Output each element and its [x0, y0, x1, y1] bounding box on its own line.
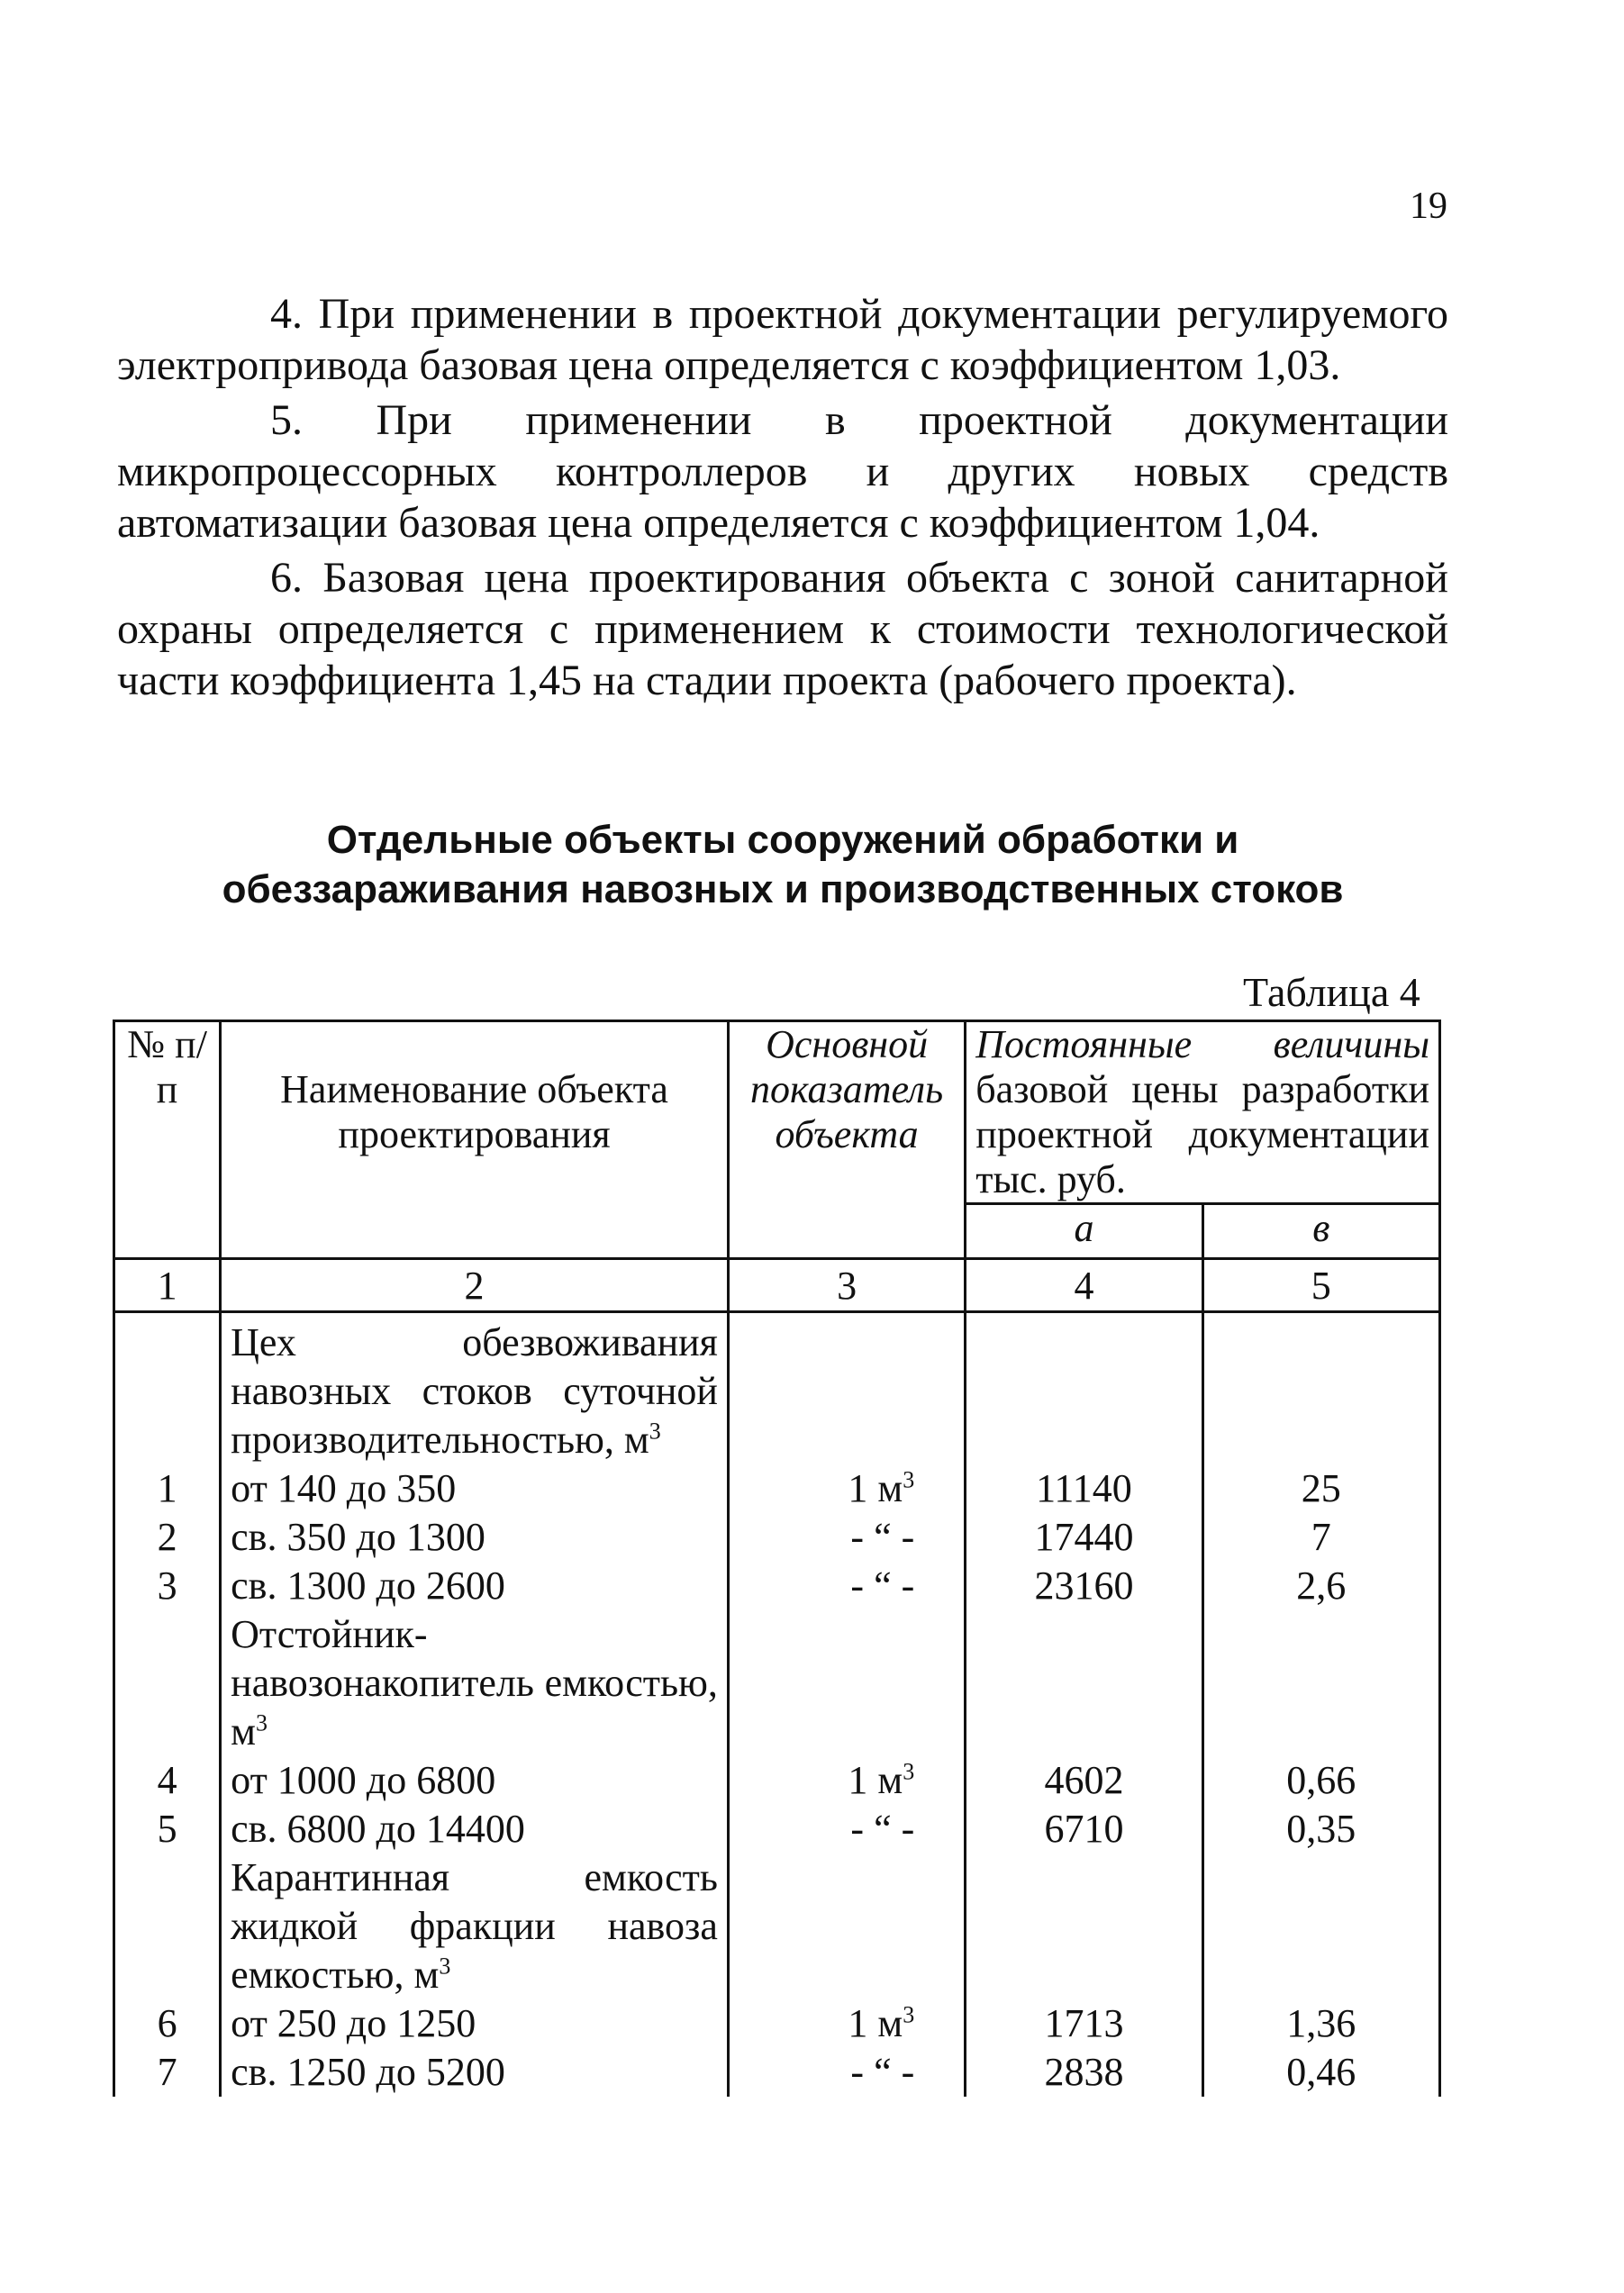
header-sub-a: а [966, 1204, 1202, 1259]
paragraph-4: 4. При применении в проектной документации регулируемого электропривода базовая цена определяется с коэффициентом 1,03. [117, 290, 1448, 389]
table-caption: Таблица 4 [1243, 969, 1420, 1015]
paragraph-5: 5. При применении в проектной документации микропроцессорных контроллеров и других новых средств автоматизации базовая цена определяется с коэффициентом 1,04. [117, 396, 1448, 547]
section-heading-line-2: обеззараживания навозных и производственных стоков [222, 867, 1344, 911]
column-number: 5 [1202, 1259, 1439, 1312]
group-title-row [114, 1853, 1440, 1999]
table-row: 2 св. 350 до 1300 - “ - 17440 7 [114, 1513, 1440, 1562]
table-row: 3 св. 1300 до 2600 - “ - 23160 2,6 [114, 1562, 1440, 1610]
cost-table [113, 1020, 1441, 2097]
paragraph-6: 6. Базовая цена проектирования объекта с зоной санитарной охраны определяется с применением к стоимости технологической части коэффициента 1,45 на стадии проекта (рабочего проекта). [117, 554, 1448, 704]
body-text [117, 288, 1448, 710]
group-title-row [114, 1312, 1440, 1465]
table-row: 7 св. 1250 до 5200 - “ - 2838 0,46 [114, 2048, 1440, 2097]
group-title: Цех обезвоживания навозных стоков суточной производительностью, $м^3$ [221, 1312, 729, 1465]
group-title: Карантинная емкость жидкой фракции навоза емкостью, $м^3$ [221, 1853, 729, 1999]
header-group-italic: Постоянные величины [975, 1022, 1429, 1066]
column-number: 1 [114, 1259, 221, 1312]
group-title-row [114, 1610, 1440, 1756]
table-row: 6 от 250 до 1250 1 $м^3$ 1713 1,36 [114, 1999, 1440, 2048]
column-number-row [114, 1259, 1440, 1312]
header-group-rest: базовой цены разработки проектной документации тыс. руб. [975, 1067, 1429, 1201]
column-number: 3 [728, 1259, 965, 1312]
column-number: 4 [966, 1259, 1202, 1312]
header-constant-values [966, 1021, 1440, 1204]
table-row: 1 от 140 до 350 1 $м^3$ 11140 25 [114, 1464, 1440, 1513]
page-number: 19 [1410, 186, 1447, 227]
group-title: Отстойник-навозонакопитель емкостью, $м^3$ [221, 1610, 729, 1756]
section-heading [117, 815, 1448, 914]
table-row: 4 от 1000 до 6800 1 $м^3$ 4602 0,66 [114, 1756, 1440, 1805]
section-heading-line-1: Отдельные объекты сооружений обработки и [326, 818, 1239, 862]
header-name: Наименование объекта проектирования [221, 1021, 729, 1259]
column-number: 2 [221, 1259, 729, 1312]
header-num: № п/п [114, 1021, 221, 1259]
header-indicator: Основной показатель объекта [728, 1021, 965, 1259]
header-sub-b: в [1202, 1204, 1439, 1259]
table-row: 5 св. 6800 до 14400 - “ - 6710 0,35 [114, 1805, 1440, 1853]
